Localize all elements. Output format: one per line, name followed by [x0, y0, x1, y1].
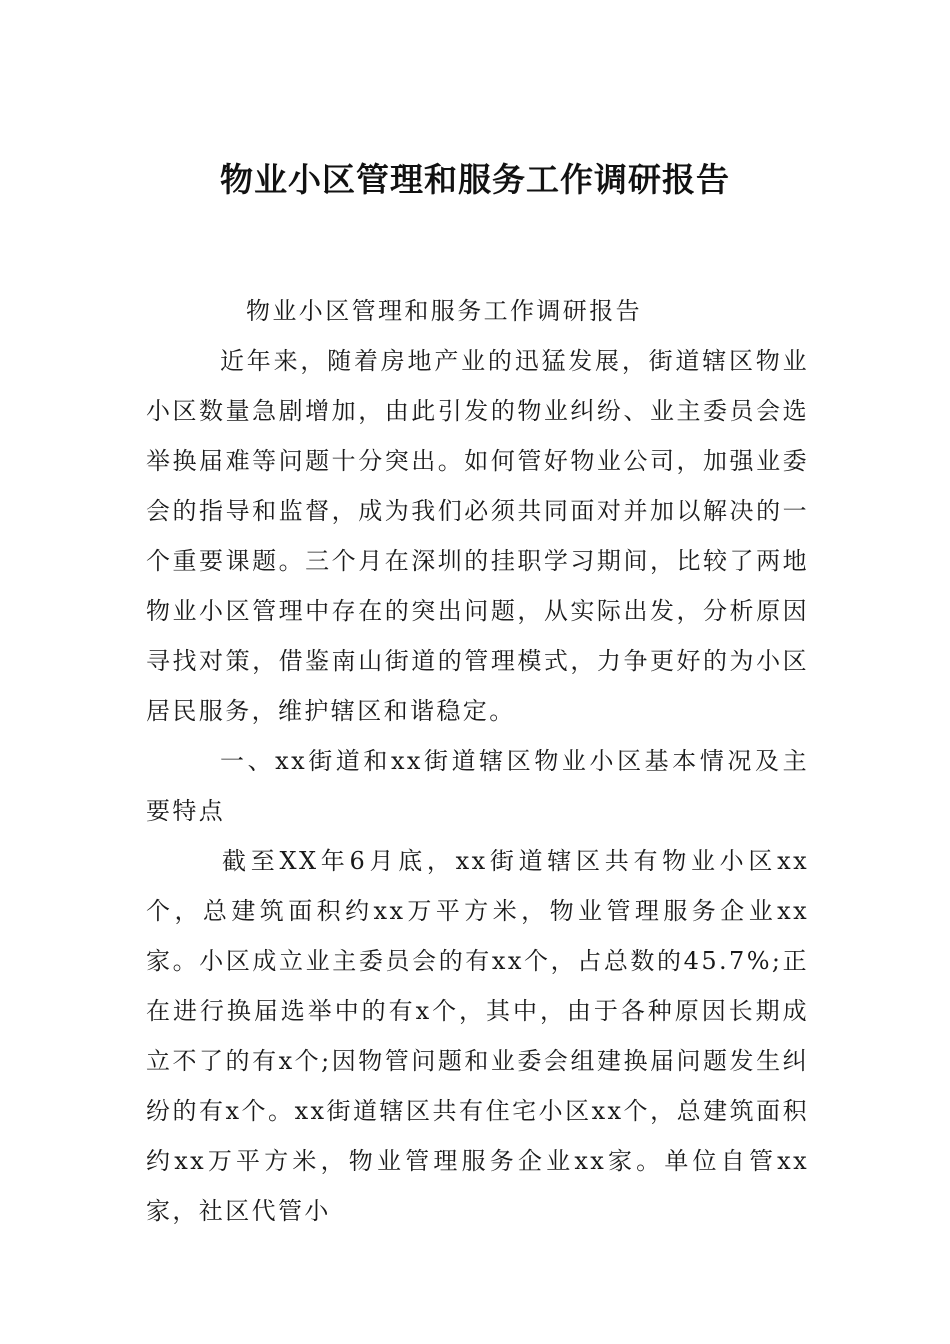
paragraph-basic-situation: 截至XX年6月底，xx街道辖区共有物业小区xx个，总建筑面积约xx万平方米，物业管理服务企业xx家。小区成立业主委员会的有xx个，占总数的45.7%;正在进行换届选举中的有x个，其中，由于各种原因长期成立不了的有x个;因物管问题和业委会组建换届问题发生纠纷的有x个。xx街道辖区共有住宅小区xx个，总建筑面积约xx万平方米，物业管理服务企业xx家。单位自管xx家，社区代管小 [146, 847, 809, 1225]
document-body [146, 286, 809, 1236]
document-title: 物业小区管理和服务工作调研报告 [220, 160, 730, 199]
paragraph-intro: 近年来，随着房地产业的迅猛发展，街道辖区物业小区数量急剧增加，由此引发的物业纠纷、业主委员会选举换届难等问题十分突出。如何管好物业公司，加强业委会的指导和监督，成为我们必须共同面对并加以解决的一个重要课题。三个月在深圳的挂职学习期间，比较了两地物业小区管理中存在的突出问题，从实际出发，分析原因寻找对策，借鉴南山街道的管理模式，力争更好的为小区居民服务，维护辖区和谐稳定。 [146, 347, 809, 725]
section-heading-1: 一、xx街道和xx街道辖区物业小区基本情况及主要特点 [146, 747, 809, 825]
document-subtitle: 物业小区管理和服务工作调研报告 [246, 297, 642, 325]
